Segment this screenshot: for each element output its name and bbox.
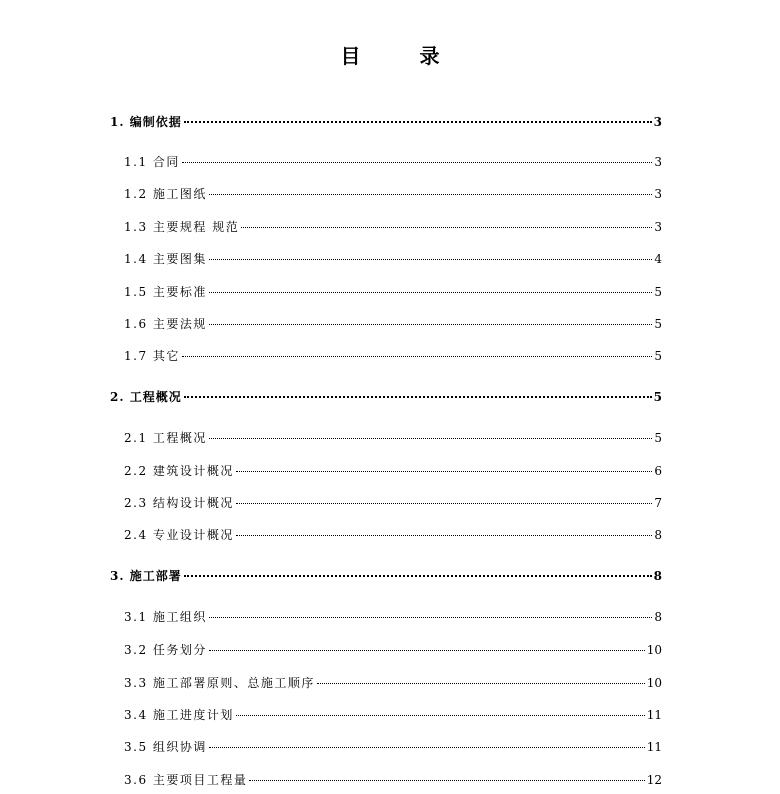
toc-page-number: 8 — [653, 569, 662, 583]
toc-entry-1-2[interactable] — [124, 186, 662, 202]
toc-entry-label: 3.3 施工部署原则、总施工顺序 — [124, 676, 315, 690]
toc-leader — [209, 747, 645, 748]
toc-page-number: 5 — [654, 317, 662, 331]
toc-entry-label: 1.4 主要图集 — [124, 252, 207, 266]
toc-entry-2-1[interactable] — [124, 430, 662, 446]
toc-entry-label: 3.5 组织协调 — [124, 740, 207, 754]
toc-leader — [209, 194, 652, 195]
toc-leader — [184, 575, 652, 577]
toc-leader — [209, 292, 652, 293]
toc-entry-3-2[interactable] — [124, 642, 662, 658]
toc-page-number: 12 — [646, 773, 662, 787]
toc-entry-3-1[interactable] — [124, 609, 662, 625]
toc-leader — [209, 617, 652, 618]
toc-entry-3-3[interactable] — [124, 675, 662, 691]
toc-entry-label: 3.4 施工进度计划 — [124, 708, 234, 722]
toc-entry-3[interactable] — [110, 568, 662, 584]
toc-page-number: 3 — [654, 187, 662, 201]
toc-leader — [209, 438, 652, 439]
toc-entry-1-7[interactable] — [124, 348, 662, 364]
toc-entry-label: 3.1 施工组织 — [124, 610, 207, 624]
toc-entry-label: 3. 施工部署 — [110, 569, 182, 583]
toc-entry-label: 3.2 任务划分 — [124, 643, 207, 657]
toc-entry-label: 1.7 其它 — [124, 349, 180, 363]
toc-entry-3-4[interactable] — [124, 707, 662, 723]
toc-entry-label: 1.2 施工图纸 — [124, 187, 207, 201]
toc-leader — [236, 503, 652, 504]
toc-page-number: 5 — [654, 431, 662, 445]
toc-entry-label: 1.1 合同 — [124, 155, 180, 169]
toc-leader — [209, 324, 652, 325]
toc-page-number: 5 — [653, 390, 662, 404]
toc-entry-label: 2. 工程概况 — [110, 390, 182, 404]
toc-entry-2[interactable] — [110, 389, 662, 405]
page-title: 目 录 — [340, 44, 466, 68]
toc-entry-1-4[interactable] — [124, 251, 662, 267]
toc-entry-label: 1.5 主要标准 — [124, 285, 207, 299]
toc-entry-label: 2.1 工程概况 — [124, 431, 207, 445]
toc-page-number: 8 — [654, 610, 662, 624]
toc-entry-1-6[interactable] — [124, 316, 662, 332]
toc-page-number: 4 — [654, 252, 662, 266]
toc-leader — [236, 471, 652, 472]
toc-entry-label: 1.3 主要规程 规范 — [124, 220, 240, 234]
toc-page-number: 6 — [654, 464, 662, 478]
toc-entry-label: 2.2 建筑设计概况 — [124, 464, 234, 478]
toc-leader — [249, 780, 644, 781]
toc-leader — [236, 535, 652, 536]
toc-page-number: 3 — [654, 220, 662, 234]
toc-entry-label: 2.4 专业设计概况 — [124, 528, 234, 542]
toc-entry-1-3[interactable] — [124, 219, 662, 235]
toc-leader — [182, 356, 652, 357]
toc-leader — [236, 715, 645, 716]
toc-entry-1[interactable] — [110, 114, 662, 130]
toc-leader — [182, 162, 652, 163]
toc-entry-label: 1. 编制依据 — [110, 115, 182, 129]
toc-leader — [184, 121, 652, 123]
toc-entry-label: 3.6 主要项目工程量 — [124, 773, 248, 787]
toc-leader — [209, 259, 652, 260]
toc-leader — [209, 650, 645, 651]
toc-leader — [317, 683, 645, 684]
toc-page-number: 5 — [654, 349, 662, 363]
toc-page-number: 3 — [654, 155, 662, 169]
toc-page-number: 10 — [646, 643, 662, 657]
toc-entry-2-4[interactable] — [124, 527, 662, 543]
toc-entry-2-3[interactable] — [124, 495, 662, 511]
toc-page-number: 5 — [654, 285, 662, 299]
toc-page-number: 7 — [654, 496, 662, 510]
toc-page-number: 8 — [654, 528, 662, 542]
toc-leader — [241, 227, 652, 228]
toc-entry-3-6[interactable] — [124, 772, 662, 788]
toc-page-number: 11 — [646, 740, 662, 754]
toc-entry-label: 1.6 主要法规 — [124, 317, 207, 331]
toc-page-number: 3 — [653, 115, 662, 129]
toc-leader — [184, 396, 652, 398]
toc-entry-2-2[interactable] — [124, 463, 662, 479]
toc-entry-3-5[interactable] — [124, 739, 662, 755]
toc-page-number: 11 — [646, 708, 662, 722]
toc-entry-1-1[interactable] — [124, 154, 662, 170]
toc-page-number: 10 — [646, 676, 662, 690]
toc-entry-label: 2.3 结构设计概况 — [124, 496, 234, 510]
toc-entry-1-5[interactable] — [124, 284, 662, 300]
